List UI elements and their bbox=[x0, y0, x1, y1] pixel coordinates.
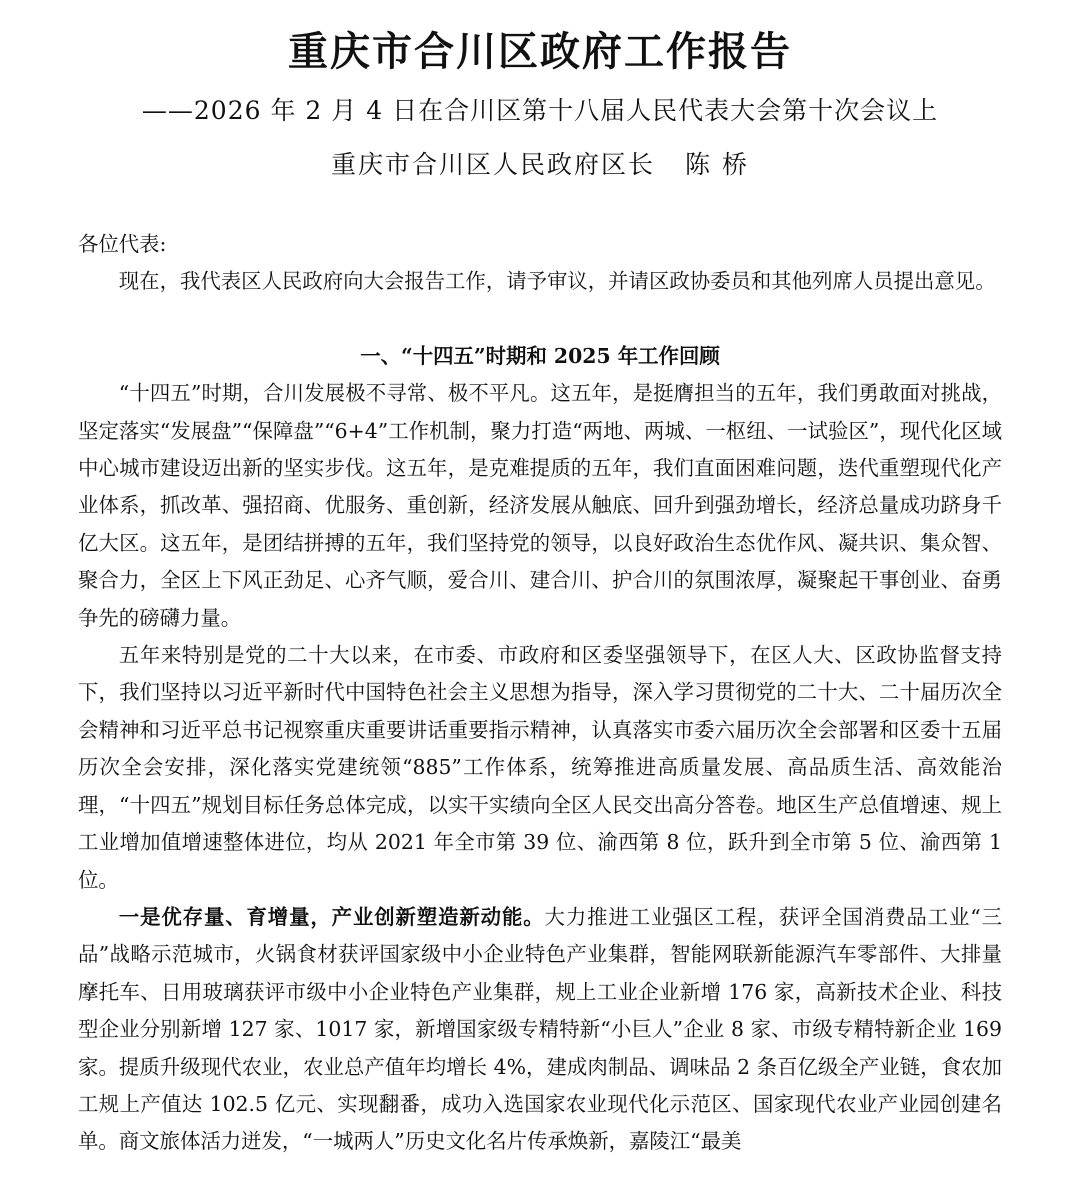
author-role: 重庆市合川区人民政府区长 bbox=[331, 150, 656, 179]
paragraph-achievements: 五年来特别是党的二十大以来，在市委、市政府和区委坚强领导下，在区人大、区政协监督支持下，我们坚持以习近平新时代中国特色社会主义思想为指导，深入学习贯彻党的二十大、二十届历次全会精神和习近平总书记视察重庆重要讲话重要指示精神，认真落实市委六届历次全会部署和区委十五届历次全会安排，深化落实党建统领“885”工作体系，统筹推进高质量发展、高品质生活、高效能治理，“十四五”规划目标任务总体完成，以实干实绩向全区人民交出高分答卷。地区生产总值增速、规上工业增加值增速整体进位，均从 2021 年全市第 39 位、渝西第 8 位，跃升到全市第 5 位、渝西第 1 位。 bbox=[78, 643, 1002, 892]
paragraph-industry-text: 大力推进工业强区工程，获评全国消费品工业“三品”战略示范城市，火锅食材获评国家级中小企业特色产业集群，智能网联新能源汽车零部件、大排量摩托车、日用玻璃获评市级中小企业特色产业集群，规上工业企业新增 176 家，高新技术企业、科技型企业分别新增 127 家、1017 家，新增国家级专精特新“小巨人”企业 8 家、市级专精特新企业 169 家。提质升级现代农业，农业总产值年均增长 4%，建成肉制品、调味品 2 条百亿级全产业链，食农加工规上产值达 102.5 亿元、实现翻番，成功入选国家农业现代化示范区、国家现代农业产业园创建名单。商文旅体活力迸发，“一城两人”历史文化名片传承焕新，嘉陵江“最美 bbox=[78, 904, 1002, 1154]
document-author bbox=[0, 140, 1080, 190]
paragraph-lead-bold: 一是优存量、育增量，产业创新塑造新动能。 bbox=[118, 904, 545, 929]
paragraph-review-overview: “十四五”时期，合川发展极不寻常、极不平凡。这五年，是挺膺担当的五年，我们勇敢面对挑战，坚定落实“发展盘”“保障盘”“6+4”工作机制，聚力打造“两地、两城、一枢纽、一试验区”，现代化区域中心城市建设迈出新的坚实步伐。这五年，是克难提质的五年，我们直面困难问题，迭代重塑现代化产业体系，抓改革、强招商、优服务、重创新，经济发展从触底、回升到强劲增长，经济总量成功跻身千亿大区。这五年，是团结拼搏的五年，我们坚持党的领导，以良好政治生态优作风、凝共识、集众智、聚合力，全区上下风正劲足、心齐气顺，爱合川、建合川、护合川的氛围浓厚，凝聚起干事创业、奋勇争先的磅礴力量。 bbox=[78, 381, 1002, 630]
author-name: 陈 桥 bbox=[685, 150, 749, 179]
intro-paragraph: 现在，我代表区人民政府向大会报告工作，请予审议，并请区政协委员和其他列席人员提出意见。 bbox=[118, 269, 996, 294]
document-title: 重庆市合川区政府工作报告 bbox=[288, 28, 792, 75]
document-subtitle: ——2026 年 2 月 4 日在合川区第十八届人民代表大会第十次会议上 bbox=[141, 96, 939, 125]
paragraph-industry bbox=[78, 899, 1002, 1161]
salutation: 各位代表: bbox=[78, 232, 167, 256]
report-body bbox=[78, 226, 1002, 1161]
section-heading: 一、“十四五”时期和 2025 年工作回顾 bbox=[360, 343, 720, 368]
